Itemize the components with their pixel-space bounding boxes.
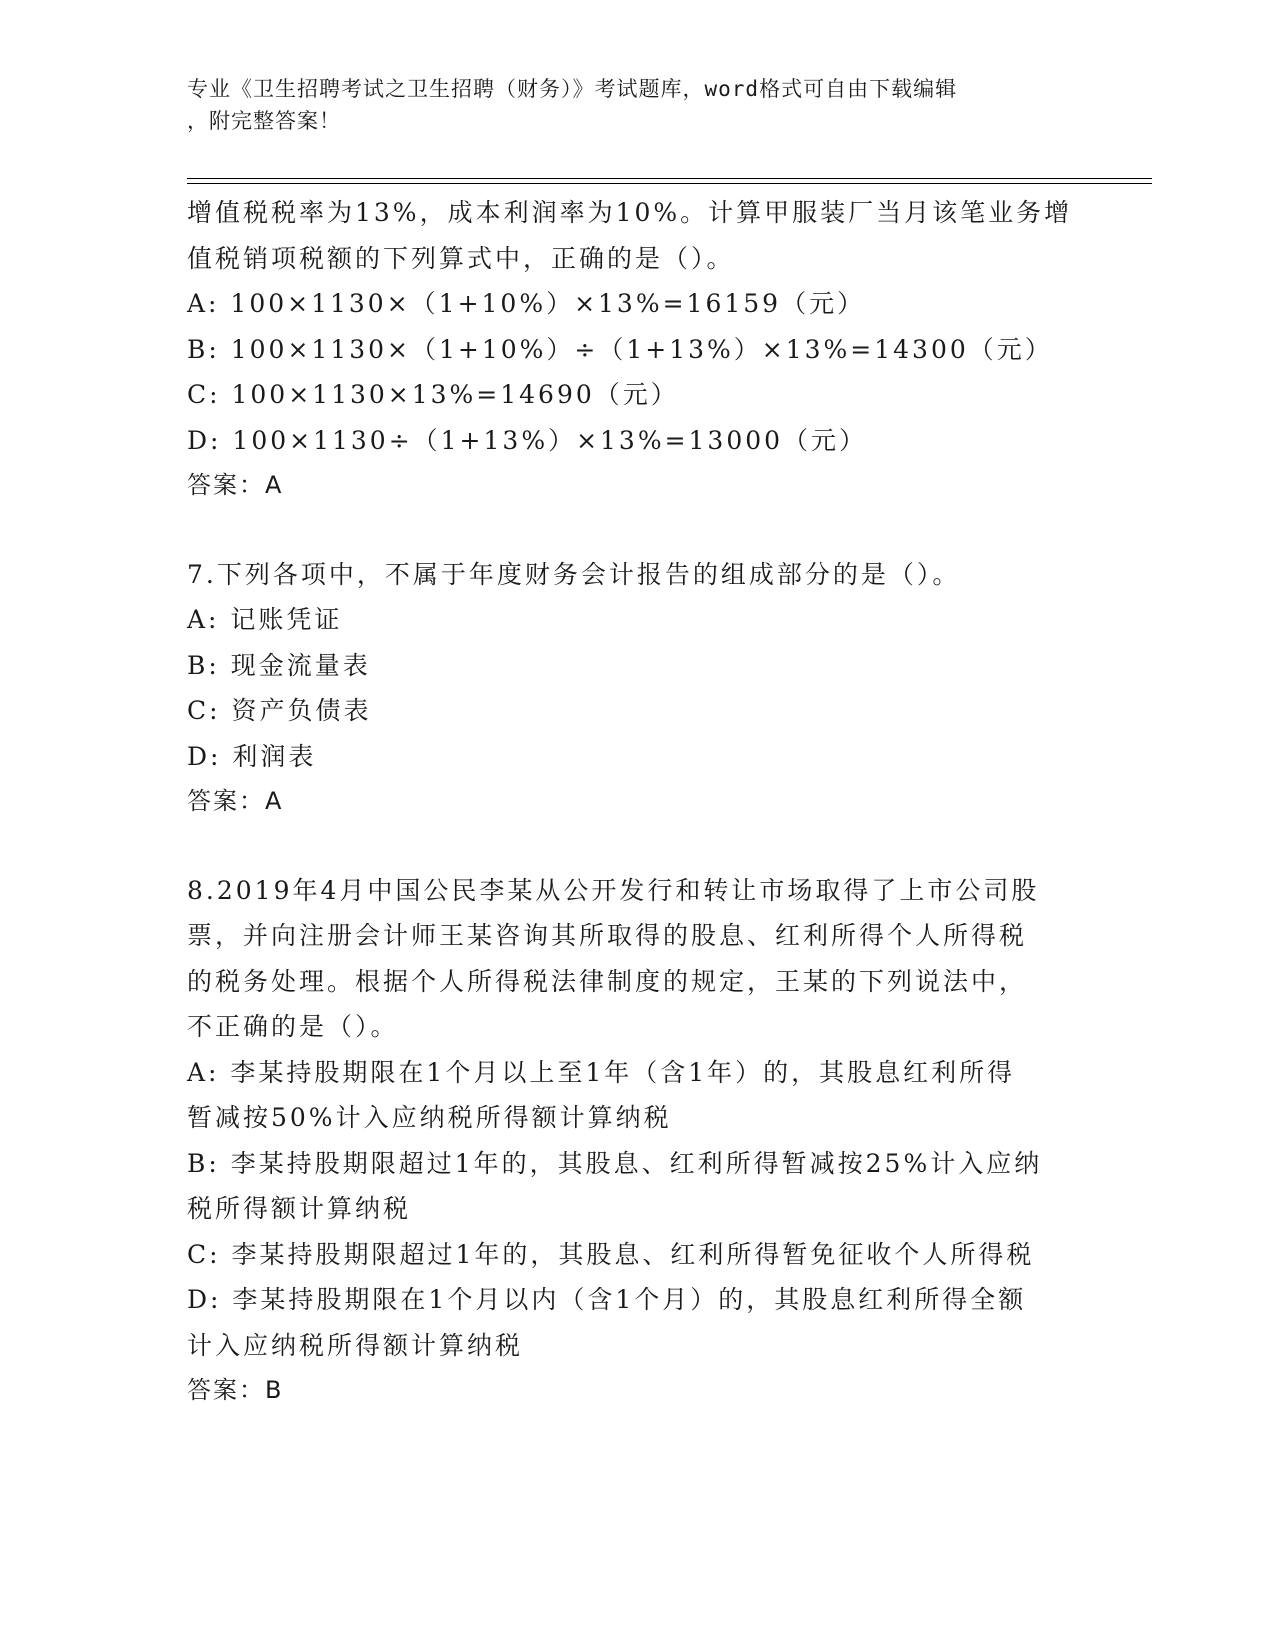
option-d-continued: 计入应纳税所得额计算纳税: [187, 1330, 524, 1360]
header-divider-bottom: [187, 183, 1152, 184]
question-6: [187, 190, 1077, 509]
spacer: [187, 825, 1077, 868]
option-b-continued: 税所得额计算纳税: [187, 1194, 412, 1223]
question-8: [187, 868, 1077, 1414]
answer-line: 答案：B: [187, 1376, 284, 1404]
question-stem-line: 7.下列各项中，不属于年度财务会计报告的组成部分的是（）。: [187, 559, 961, 589]
answer-line: 答案：A: [187, 787, 284, 815]
question-stem-line: 增值税税率为13%，成本利润率为10%。计算甲服装厂当月该笔业务增: [187, 198, 1073, 227]
option-d: D: 100×1130÷（1+13%）×13%=13000（元）: [187, 425, 868, 455]
option-a-continued: 暂减按50%计入应纳税所得额计算纳税: [187, 1103, 672, 1132]
option-a: A: 记账凭证: [187, 605, 343, 634]
option-d: D: 李某持股期限在1个月以内（含1个月）的，其股息红利所得全额: [187, 1285, 1027, 1314]
spacer: [187, 509, 1077, 552]
document-body: [187, 190, 1077, 1414]
question-stem-line: 票，并向注册会计师王某咨询其所取得的股息、红利所得个人所得税: [187, 921, 1028, 950]
question-stem-line: 值税销项税额的下列算式中，正确的是（）。: [187, 243, 735, 273]
option-a: A: 100×1130×（1+10%）×13%=16159（元）: [187, 289, 866, 318]
option-b: B: 现金流量表: [187, 650, 371, 680]
question-stem-line: 不正确的是（）。: [187, 1012, 399, 1041]
header-title-line: 专业《卫生招聘考试之卫生招聘（财务）》考试题库，word格式可自由下载编辑: [187, 77, 958, 101]
option-a: A: 李某持股期限在1个月以上至1年（含1年）的，其股息红利所得: [187, 1057, 1016, 1087]
question-stem-line: 的税务处理。根据个人所得税法律制度的规定，王某的下列说法中，: [187, 966, 1028, 996]
option-d: D: 利润表: [187, 741, 317, 771]
option-c: C: 资产负债表: [187, 696, 372, 725]
question-stem-line: 8.2019年4月中国公民李某从公开发行和转让市场取得了上市公司股: [187, 875, 1040, 905]
answer-line: 答案：A: [187, 471, 284, 499]
document-header: [187, 73, 1067, 137]
header-divider-top: [187, 178, 1152, 179]
header-title-line-continued: ，附完整答案！: [187, 109, 341, 133]
option-b: B: 100×1130×（1+10%）÷（1+13%）×13%=14300（元）: [187, 334, 1053, 364]
option-c: C: 100×1130×13%=14690（元）: [187, 380, 679, 409]
question-7: [187, 552, 1077, 825]
option-c: C: 李某持股期限超过1年的，其股息、红利所得暂免征收个人所得税: [187, 1239, 1035, 1269]
option-b: B: 李某持股期限超过1年的，其股息、红利所得暂减按25%计入应纳: [187, 1148, 1043, 1178]
